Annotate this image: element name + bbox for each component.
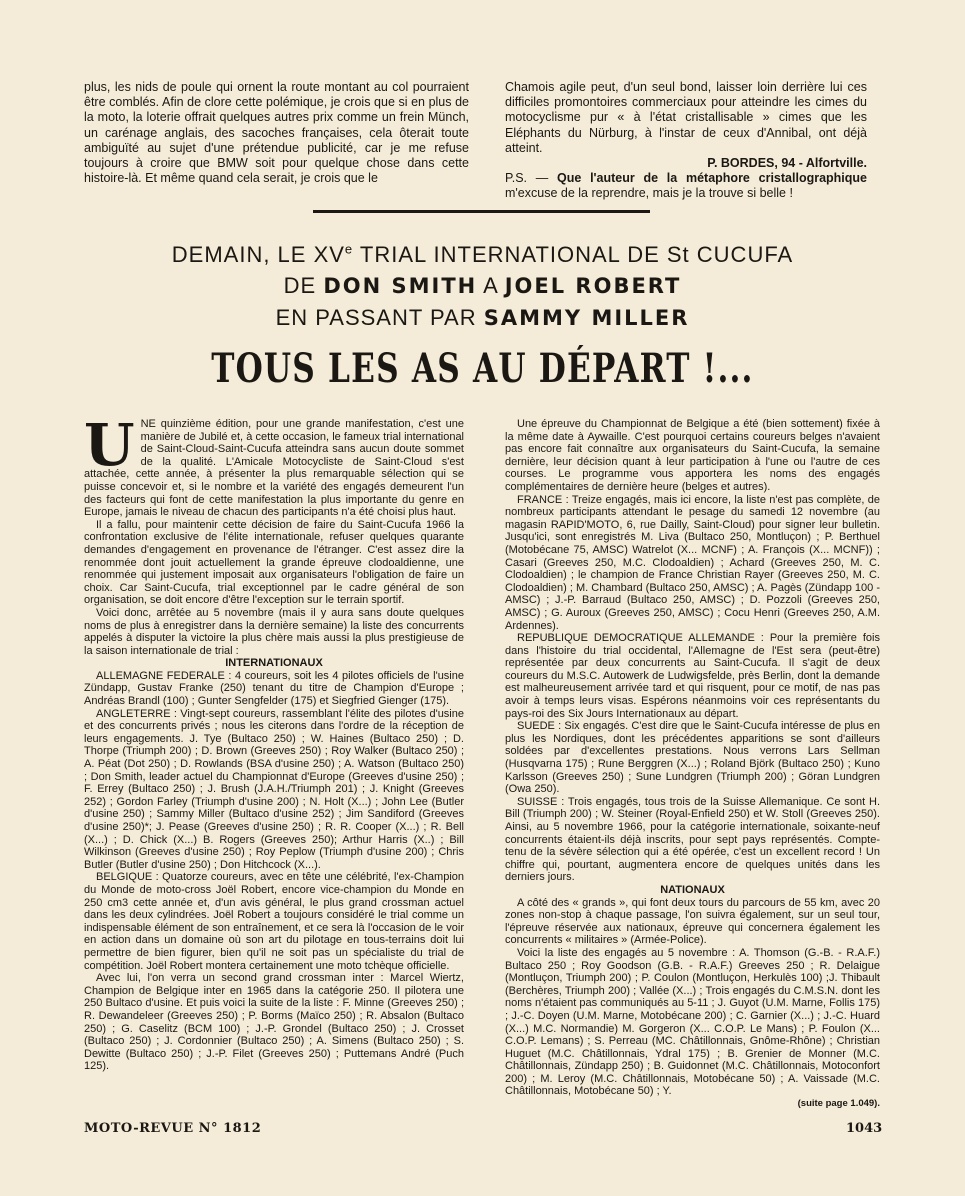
article-paragraph: ALLEMAGNE FEDERALE : 4 coureurs, soit les 4 pilotes officiels de l'usine Zündapp, Gustav Franke (250) tenant du titre de Champion d'Europe ; Andréas Brandl (100) ; Gunter Sengfelder (175) et Siegfried Gienger (175).: [84, 669, 464, 708]
footer-magazine-issue: MOTO-REVUE N° 1812: [84, 1121, 262, 1136]
article-left-column: [84, 411, 464, 1073]
letter-postscript: [505, 171, 867, 201]
article-paragraph: Voici la liste des engagés au 5 novembre : A. Thomson (G.-B. - R.A.F.) Bultaco 250 ; Roy Goodson (G.B. - R.A.F.) Greeves 250 ; R. Delaigue (Montluçon, Triumph 200) ; P. Coulon (Montluçon, Herkulès 100) ;J. Thibault (Berchères, Triumph 200) ; Vallée (X...) ; Trois engagés du C.M.S.N. dont les noms n'étaient pas communiqués au 5-11 ; J. Guyot (U.M. Marne, Follis 175) ; J.-C. Doyen (U.M. Marne, Motobécane 200) ; C. Garnier (X...) ; J.-C. Huard (X...) M.C. Normandie) M. Gorgeron (X... C.O.P. Le Mans) ; P. Foulon (X... C.O.P. Lemans) ; S. Perreau (MC. Châtillonnais, Gnôme-Rhône) ; Christian Huguet (M.C. Châtillonnais, Ydral 175) ; B. Grenier de Monner (M.C. Châtillonnais, Zündapp 250) ; B. Guidonnet (M.C. Châtillonnais, Motoconfort 200) ; M. Leroy (M.C. Châtillonnais, Motobécane 50) ; A. Vaissade (M.C. Châtillonnais, Motobécane 50) ; Y.: [505, 946, 880, 1098]
headline-line-3: [0, 305, 965, 331]
ps-rest-text: m'excuse de la reprendre, mais je la trouve si belle !: [505, 186, 793, 201]
article-paragraph: FRANCE : Treize engagés, mais ici encore, la liste n'est pas complète, de nombreux participants attendant le pesage du samedi 12 novembre (au magasin RAPID'MOTO, 6, rue Dailly, Saint-Cloud) pour signer leur bulletin. Jusqu'ici, sont enregistrés M. Liva (Bultaco 250, Montluçon) ; P. Berthuel (Motobécane 75, AMSC) Watrelot (X... MCNF) ; A. François (X... MCNF)) ; Casari (Greeves 250, M.C. Clodoaldien) ; Achard (Greeves 250, M. C. Clodoaldien) ; le champion de France Christian Rayer (Greeves 250, M. C. Clodoaldien) ; M. Chambard (Bultaco 250, AMSC) ; A. Pagès (Zündapp 100 - AMSC) ; J.-P. Barraud (Bultaco 250, AMSC) ; D. Pozzoli (Greeves 250, AMSC) ; G. Auroux (Greeves 250, AMSC) ; Cocu Henri (Greeves 250, A.M. Ardennes).: [505, 493, 880, 632]
headline-name-don-smith: DON SMITH: [323, 274, 478, 298]
article-paragraph: NE quinzième édition, pour une grande manifestation, c'est une manière de Jubilé et, à cette occasion, le fameux trial international de Saint-Cloud-Saint-Cucufa atteindra sans aucun doute sommet de la qualité. L'Amicale Motocycliste de Saint-Cloud s'est attachée, cette année, à présenter la plus remarquable sélection qui se puisse concevoir et, si le nombre et la variété des engagés demeurent l'un des facteurs qui font de cette manifestation la plus importante du genre en Europe, jamais le niveau de chacun des participants n'a été choisi plus haut.: [84, 418, 464, 519]
article-title: TOUS LES AS AU DÉPART !...: [211, 345, 754, 392]
article-paragraph: SUEDE : Six engagés. C'est dire que le Saint-Cucufa intéresse de plus en plus les Nordiques, dont les précédentes apparitions se sont d'ailleurs soldées par d'excellentes prestations. Nous verrons Lars Sellman (Husqvarna 175) ; Rune Berggren (X...) ; Roland Björk (Bultaco 250) ; Kuno Karlsson (Greeves 250) ; Sune Lundgren (Triumph 200) ; Göran Lundgren (Owa 250).: [505, 720, 880, 796]
section-divider: [313, 210, 650, 213]
ps-bold-text: Que l'auteur de la métaphore cristallographique: [557, 171, 867, 186]
headline-superscript: e: [344, 241, 354, 257]
headline-line-1-start: DEMAIN, LE XV: [171, 242, 345, 267]
headline-line-1: [0, 242, 965, 268]
headline-line-2: [0, 273, 965, 299]
letter-left-text: plus, les nids de poule qui ornent la route montant au col pourraient être comblés. Afin de clore cette polémique, je crois que si en plus de la moto, la loterie offrait quelques autres prix comme un frein Münch, un carénage anglais, des sacoches françaises, cela ôterait toute ambiguïté au sujet d'une prétendue publicité, car je me refuse toujours à croire que BMW soit pour quelque chose dans cette histoire-là. Et même quand cela serait, je crois que le: [84, 80, 469, 186]
section-heading-internationaux: INTERNATIONAUX: [225, 657, 323, 670]
drop-cap: U: [84, 411, 135, 479]
footer-page-number: 1043: [846, 1121, 883, 1136]
article-paragraph: Il a fallu, pour maintenir cette décision de faire du Saint-Cucufa 1966 la confrontation exclusive de l'élite internationale, refuser quelques quarante demandes d'engagement en provenance de l'étranger. C'est assez dire la renommée dont jouit actuellement la grande épreuve clodoaldienne, une renommée qui justement imposait aux organisateurs l'obligation de faire un choix. Car Saint-Cucufa, trial exceptionnel par le cadre général de son organisation, se doit encore d'être l'exception sur le terrain sportif.: [84, 518, 464, 607]
letter-left-column: [84, 80, 469, 186]
headline-name-joel-robert: JOEL ROBERT: [504, 274, 682, 298]
article-paragraph: BELGIQUE : Quatorze coureurs, avec en tête une célébrité, l'ex-Champion du Monde de moto-cross Joël Robert, encore vice-champion du Monde en 250 cm3 cette année et, d'un avis général, le plus grand crossman actuel dans les deux cylindrées. Joël Robert a toujours considéré le trial comme un indispensable élément de son entraînement, et ce sera là l'occasion de le voir en action dans un domaine où son art du pilotage en tous-terrains doit lui permettre de bien figurer, bien qu'il ne soit pas un spécialiste du trial de compétition. Joël Robert montera certainement une moto tchèque officielle.: [84, 871, 464, 972]
headline-line-2-mid: A: [483, 273, 498, 298]
article-paragraph: SUISSE : Trois engagés, tous trois de la Suisse Allemanique. Ce sont H. Bill (Triumph 200) ; W. Steiner (Royal-Enfield 250) et W. Stoll (Greeves 250). Ainsi, au 5 novembre 1966, pour la catégorie internationale, soixante-neuf concurrents étaient-ils déjà inscrits, pour sept pays représentés. Compte-tenu de la sévère sélection qui a été opérée, c'est un excellent record ! Un chiffre qui, pourtant, augmentera encore de quelques unités dans les derniers jours.: [505, 795, 880, 884]
headline-line-3-start: EN PASSANT PAR: [275, 305, 477, 330]
headline-line-1-end: TRIAL INTERNATIONAL DE St CUCUFA: [359, 242, 794, 267]
letter-right-text: Chamois agile peut, d'un seul bond, laisser loin derrière lui ces difficiles promontoires commerciaux pour atteindre les cimes du motocyclisme pur « à l'état cristallisable » cimes que les Eléphants du Nürburg, à l'instar de ceux d'Annibal, ont déjà atteint.: [505, 80, 867, 155]
article-paragraph: Voici donc, arrêtée au 5 novembre (mais il y aura sans doute quelques noms de plus à enregistrer dans la dernière semaine) la liste des concurrents appelés à disputer la victoire la plus chère mais aussi la plus prestigieuse de la saison internationale de trial :: [84, 606, 464, 657]
headline-name-sammy-miller: SAMMY MILLER: [483, 306, 690, 330]
letter-right-column: [505, 80, 867, 202]
article-paragraph: ANGLETERRE : Vingt-sept coureurs, rassemblant l'élite des pilotes d'usine et des concurrents privés ; nous les citerons dans l'ordre de la réception de leurs engagements. J. Tye (Bultaco 250) ; W. Haines (Bultaco 250) ; D. Thorpe (Triumph 200) ; D. Brown (Greeves 250) ; Roy Walker (Bultaco 250) ; A. Péat (Dot 250) ; D. Rowlands (BSA d'usine 250) ; A. Watson (Bultaco 250) ; Don Smith, leader actuel du Championnat d'Europe (Greeves d'usine 250) ; F. Errey (Bultaco 250) ; J. Brush (J.A.H./Triumph 201) ; J. Knight (Greeves 252) ; Gordon Farley (Triumph d'usine 200) ; N. Holt (X...) ; John Lee (Butler d'usine 250) ; Sammy Miller (Bultaco d'usine 252) ; Jim Sandiford (Greeves d'usine 250)*; J. Pease (Greeves d'usine 250) ; R. R. Cooper (X...) ; R. Bell (X...) ; D. Chick (X...) B. Rogers (Greeves 250); Arthur Harris (X..) ; Bill Wilkinson (Greeves d'usine 250) ; Roy Peplow (Triumph d'usine 200) ; Chris Butler (Butler d'usine 250) ; Don Hitchcock (X...).: [84, 707, 464, 871]
ps-prefix: P.S. —: [505, 171, 549, 186]
article-paragraph: Une épreuve du Championnat de Belgique a été (bien sottement) fixée à la même date à Aywaille. C'est pourquoi certains coureurs belges n'avaient pas encore fait connaître aux organisateurs du Saint-Cucufa, la semaine dernière, leur décision quant à leur participation à l'une ou l'autre de ces courses. Le programme vous apportera les noms des engagés complémentaires de dernière heure (belges et autres).: [505, 418, 880, 493]
continued-note: (suite page 1.049).: [797, 1098, 880, 1110]
article-paragraph: REPUBLIQUE DEMOCRATIQUE ALLEMANDE : Pour la première fois dans l'histoire du trial occidental, l'Allemagne de l'Est sera (peut-être) représentée par deux concurrents au Saint-Cucufa. Il s'agit de deux coureurs du M.S.C. Autowerk de Ludwigsfelde, près Berlin, dont la demande est malheureusement arrivée tard et qui risquent, pour ce motif, de nas pas avoir à temps leurs visas. Espérons néanmoins voir ces représentants du pays-roi des Six Jours Internationaux au départ.: [505, 632, 880, 720]
headline-line-2-start: DE: [283, 273, 317, 298]
article-paragraph: Avec lui, l'on verra un second grand crossman inter : Marcel Wiertz, Champion de Belgique inter en 1965 dans la catégorie 250. Il pilotera une 250 Bultaco d'usine. Et puis voici la suite de la liste : F. Minne (Greeves 250) ; R. Dewandeleer (Greeves 250) ; P. Borms (Maïco 250) ; R. Absalon (Bultaco 250) ; G. Caselitz (BCM 100) ; J.-P. Grondel (Bultaco 250) ; J. Crosset (Bultaco 250) ; J. Cordonnier (Bultaco 250) ; A. Simens (Bultaco 250) ; S. Dewitte (Bultaco 250) ; J.-P. Filet (Greeves 250) ; Puttemans André (Puch 125).: [84, 972, 464, 1073]
article-right-column: [505, 418, 880, 1111]
section-heading-nationaux: NATIONAUX: [660, 883, 725, 896]
article-paragraph: A côté des « grands », qui font deux tours du parcours de 55 km, avec 20 zones non-stop à chaque passage, l'on suivra également, sur un seul tour, l'épreuve réservée aux nationaux, épreuve qui concernera également les concurrents « militaires » (Armée-Police).: [505, 896, 880, 947]
letter-signature: P. BORDES, 94 - Alfortville.: [707, 156, 867, 171]
